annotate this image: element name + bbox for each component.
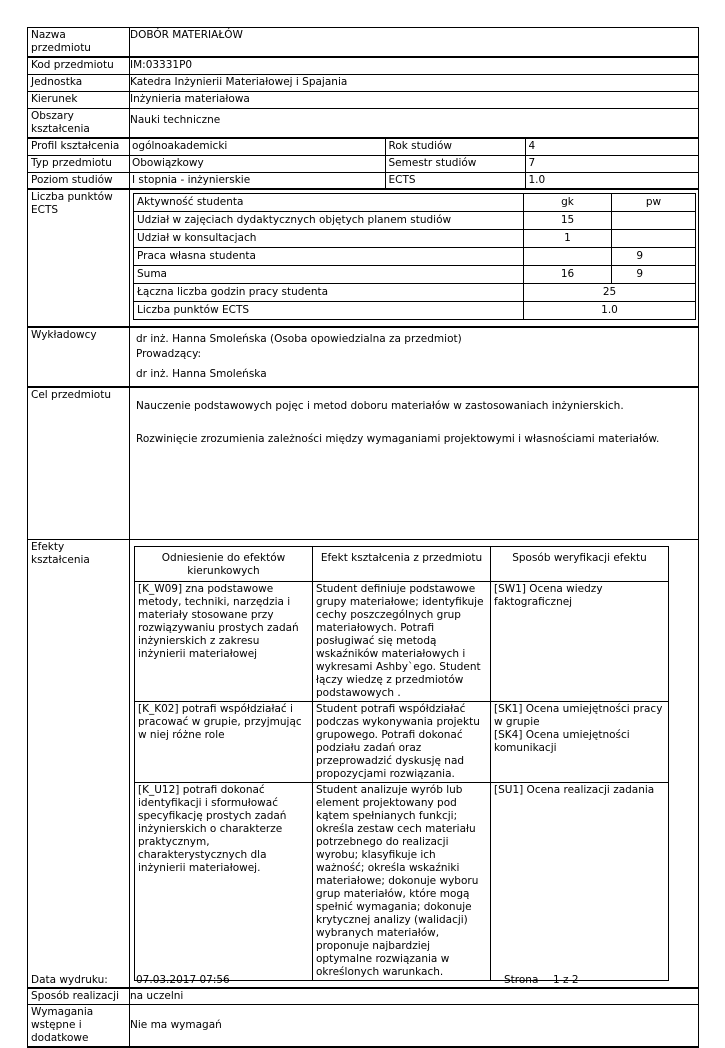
- ects-line-pw: 9: [612, 248, 696, 266]
- value-kod: IM:03331P0: [130, 57, 699, 74]
- value-ects-short: 1.0: [525, 172, 699, 189]
- ects-total-hours-label: Łączna liczba godzin pracy studenta: [134, 284, 524, 302]
- label-typ: Typ przedmiotu: [28, 155, 130, 172]
- ects-header-pw: pw: [612, 194, 696, 212]
- efekty-ref: [K_K02] potrafi współdziałać i pracować w grupie, przyjmując w niej różne role: [135, 701, 313, 782]
- label-semestr: Semestr studiów: [385, 155, 525, 173]
- label-obszary: Obszary kształcenia: [28, 108, 130, 138]
- ects-line-gk: 16: [524, 266, 612, 284]
- ects-line: [134, 212, 696, 230]
- efekty-effect: Student analizuje wyrób lub element projektowany pod kątem spełnianych funkcji; określa zestaw cech materiału potrzebnego do realizacji wyrobu; klasyfikuje ich ważność; określa wskaźniki materiałowe; dokonuje wyboru grup materiałów, które mogą spełnić wymagania; dokonuje krytycznej analizy (walidacji) wybranych materiałów, proponuje najbardziej optymalne rozwiązania w określonych warunkach.: [313, 782, 491, 980]
- cel-cell: [130, 387, 699, 539]
- wykladowcy-cell: [130, 327, 699, 387]
- efekty-table: [134, 546, 669, 981]
- label-poziom: Poziom studiów: [28, 172, 130, 189]
- efekty-header-ref: Odniesienie do efektów kierunkowych: [135, 546, 313, 581]
- ects-header-gk: gk: [524, 194, 612, 212]
- efekty-row: [135, 701, 669, 782]
- value-rok: 4: [525, 138, 699, 156]
- syllabus-table: [27, 27, 699, 1048]
- ects-line-gk: 15: [524, 212, 612, 230]
- label-efekty: Efekty kształcenia: [28, 539, 130, 988]
- efekty-header-verify: Sposób weryfikacji efektu: [491, 546, 669, 581]
- value-sposob: na uczelni: [130, 988, 699, 1005]
- label-nazwa: Nazwa przedmiotu: [28, 28, 130, 58]
- efekty-ref: [K_W09] zna podstawowe metody, techniki, narzędzia i materiały stosowane przy rozwiązywaniu prostych zadań inżynierskich z zakresu inżynierii materiałowej: [135, 581, 313, 701]
- value-wymagania: Nie ma wymagań: [130, 1005, 699, 1048]
- value-semestr: 7: [525, 155, 699, 173]
- ects-cell: [130, 189, 699, 327]
- lecturer-line: dr inż. Hanna Smoleńska (Osoba opowiedzialna za przedmiot): [136, 333, 462, 345]
- efekty-effect: Student definiuje podstawowe grupy materiałowe; identyfikuje cechy poszczególnych grup materiałowych. Potrafi posługiwać się metodą wskaźników materiałowych i wykresami Ashby`ego. Student łączy wiedzę z przedmiotów podstawowych .: [313, 581, 491, 701]
- value-nazwa: DOBÓR MATERIAŁÓW: [130, 28, 699, 58]
- label-wymagania: Wymagania wstępne i dodatkowe: [28, 1005, 130, 1048]
- ects-line-name: Udział w konsultacjach: [134, 230, 524, 248]
- value-jednostka: Katedra Inżynierii Materiałowej i Spajania: [130, 74, 699, 91]
- lecturer-instructor: dr inż. Hanna Smoleńska: [136, 368, 267, 380]
- footer-date-value: 07.03.2017 07:56: [136, 974, 230, 986]
- efekty-row: [135, 581, 669, 701]
- ects-table: [133, 193, 696, 320]
- cel-paragraph-2: Rozwinięcie zrozumienia zależności między wymaganiami projektowymi i własnościami materiałów.: [136, 433, 660, 445]
- profil-row: [130, 138, 699, 156]
- label-ects: Liczba punktów ECTS: [28, 189, 130, 327]
- ects-line: [134, 248, 696, 266]
- footer-page-value: 1 z 2: [553, 974, 579, 986]
- value-profil: ogólnoakademicki: [129, 138, 385, 156]
- ects-total-label: Liczba punktów ECTS: [134, 302, 524, 320]
- label-profil: Profil kształcenia: [28, 138, 130, 156]
- label-wykladowcy: Wykładowcy: [28, 327, 130, 387]
- label-cel: Cel przedmiotu: [28, 387, 130, 539]
- lecturer-instructors-label: Prowadzący:: [136, 348, 202, 360]
- label-sposob: Sposób realizacji: [28, 988, 130, 1005]
- efekty-cell: [130, 539, 699, 988]
- ects-line-name: Udział w zajęciach dydaktycznych objętych planem studiów: [134, 212, 524, 230]
- label-kod: Kod przedmiotu: [28, 57, 130, 74]
- cel-paragraph-1: Nauczenie podstawowych pojęc i metod doboru materiałów w zastosowaniach inżynierskich.: [136, 400, 624, 412]
- label-jednostka: Jednostka: [28, 74, 130, 91]
- value-kierunek: Inżynieria materiałowa: [130, 91, 699, 108]
- value-obszary: Nauki techniczne: [130, 108, 699, 138]
- ects-line: [134, 266, 696, 284]
- ects-line-gk: [524, 248, 612, 266]
- efekty-ref: [K_U12] potrafi dokonać identyfikacji i sformułować specyfikację prostych zadań inżynierskich o charakterze praktycznym, charakterystycznych dla inżynierii materiałowej.: [135, 782, 313, 980]
- label-kierunek: Kierunek: [28, 91, 130, 108]
- value-typ: Obowiązkowy: [129, 155, 385, 173]
- efekty-row: [135, 782, 669, 980]
- footer-date-label: Data wydruku:: [31, 974, 108, 986]
- efekty-verify: [SU1] Ocena realizacji zadania: [491, 782, 669, 980]
- ects-line-name: Suma: [134, 266, 524, 284]
- ects-total-hours-value: 25: [524, 284, 696, 302]
- ects-total-value: 1.0: [524, 302, 696, 320]
- label-ects-short: ECTS: [385, 172, 525, 189]
- ects-line-gk: 1: [524, 230, 612, 248]
- efekty-header-effect: Efekt kształcenia z przedmiotu: [313, 546, 491, 581]
- poziom-row: [130, 172, 699, 189]
- ects-line-pw: [612, 230, 696, 248]
- efekty-effect: Student potrafi współdziałać podczas wykonywania projektu grupowego. Potrafi dokonać podziału zadań oraz przeprowadzić dyskusję nad propozycjami rozwiązania.: [313, 701, 491, 782]
- ects-line-pw: 9: [612, 266, 696, 284]
- footer-page-label: Strona: [504, 974, 539, 986]
- ects-line-pw: [612, 212, 696, 230]
- ects-header-name: Aktywność studenta: [134, 194, 524, 212]
- label-rok: Rok studiów: [385, 138, 525, 156]
- value-poziom: I stopnia - inżynierskie: [129, 172, 385, 189]
- efekty-verify: [SK1] Ocena umiejętności pracy w grupie [SK4] Ocena umiejętności komunikacji: [491, 701, 669, 782]
- typ-row: [130, 155, 699, 172]
- syllabus-sheet: [27, 27, 698, 1048]
- ects-line-name: Praca własna studenta: [134, 248, 524, 266]
- ects-line: [134, 230, 696, 248]
- efekty-verify: [SW1] Ocena wiedzy faktograficznej: [491, 581, 669, 701]
